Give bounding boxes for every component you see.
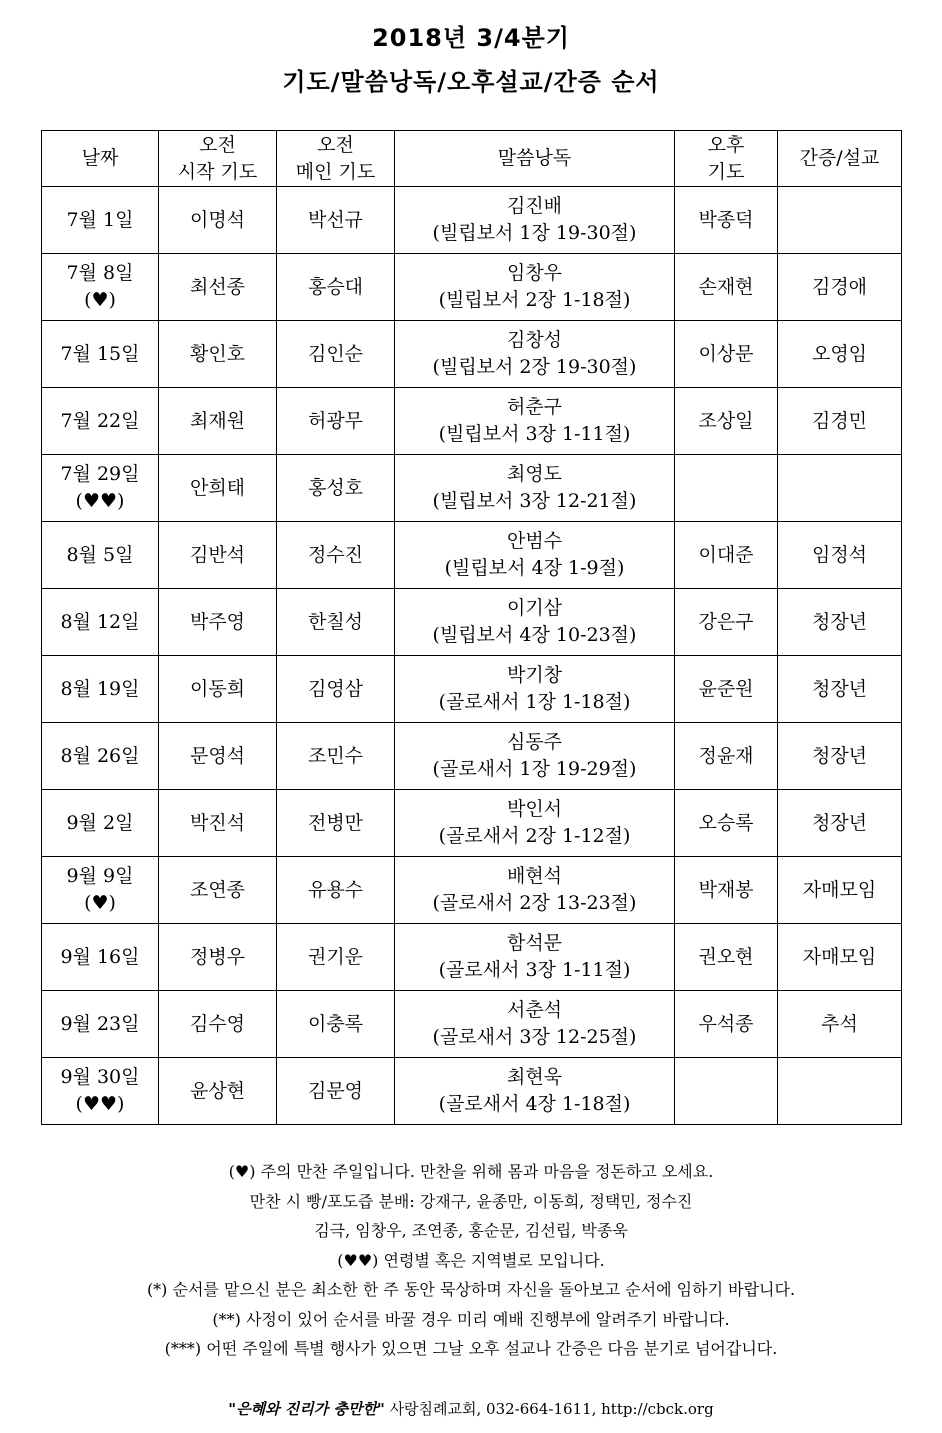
document-title: 2018년 3/4분기: [372, 24, 570, 52]
header-am-main-prayer: [277, 131, 395, 187]
cell-testimony: 청장년: [778, 790, 902, 857]
cell-pm-prayer: 조상일: [675, 388, 778, 455]
header-reading: 말씀낭독: [395, 131, 675, 187]
header-am-open-line2: 시작 기도: [177, 160, 258, 183]
cell-date: [42, 254, 159, 321]
reading-passage: (골로새서 2장 1-12절): [438, 825, 631, 847]
reader-name: 김진배: [506, 195, 563, 217]
cell-am-open-prayer: 박진석: [159, 790, 277, 857]
reading-passage: (빌립보서 2장 1-18절): [438, 289, 631, 311]
date-line: 8월 12일: [60, 610, 140, 633]
date-line: 9월 16일: [60, 945, 140, 968]
table-row: [42, 723, 902, 790]
reader-name: 서춘석: [506, 999, 563, 1021]
reading-passage: (빌립보서 3장 12-21절): [432, 490, 637, 512]
cell-am-open-prayer: 조연종: [159, 857, 277, 924]
table-row: [42, 522, 902, 589]
cell-date: [42, 321, 159, 388]
date-line: (♥♥): [75, 1093, 125, 1115]
cell-am-main-prayer: 이충록: [277, 991, 395, 1058]
cell-am-open-prayer: 박주영: [159, 589, 277, 656]
header-am-main-line2: 메인 기도: [295, 160, 376, 183]
cell-reading: [395, 723, 675, 790]
cell-reading: [395, 522, 675, 589]
cell-am-main-prayer: 홍승대: [277, 254, 395, 321]
reader-name: 안범수: [506, 530, 563, 552]
cell-pm-prayer: 우석종: [675, 991, 778, 1058]
table-row: [42, 321, 902, 388]
cell-date: [42, 723, 159, 790]
cell-reading: [395, 254, 675, 321]
reading-passage: (빌립보서 4장 1-9절): [444, 557, 625, 579]
cell-am-main-prayer: 김문영: [277, 1058, 395, 1125]
cell-testimony: 자매모임: [778, 857, 902, 924]
date-line: 7월 22일: [60, 409, 140, 432]
table-row: [42, 656, 902, 723]
date-line: 9월 30일: [60, 1066, 140, 1088]
cell-reading: [395, 187, 675, 254]
cell-am-main-prayer: 허광무: [277, 388, 395, 455]
cell-testimony: [778, 187, 902, 254]
date-line: 8월 19일: [60, 677, 140, 700]
reading-passage: (빌립보서 3장 1-11절): [438, 423, 631, 445]
reader-name: 함석문: [506, 932, 563, 954]
cell-pm-prayer: [675, 455, 778, 522]
cell-date: [42, 924, 159, 991]
reader-name: 심동주: [506, 731, 563, 753]
cell-testimony: 추석: [778, 991, 902, 1058]
schedule-table: [41, 130, 902, 1125]
cell-pm-prayer: 강은구: [675, 589, 778, 656]
date-line: 7월 29일: [60, 463, 140, 485]
cell-reading: [395, 321, 675, 388]
cell-am-main-prayer: 홍성호: [277, 455, 395, 522]
reading-passage: (골로새서 1장 19-29절): [432, 758, 637, 780]
date-line: 7월 15일: [60, 342, 140, 365]
reader-name: 최영도: [506, 463, 563, 485]
reading-passage: (골로새서 3장 1-11절): [438, 959, 631, 981]
cell-am-open-prayer: 최선종: [159, 254, 277, 321]
cell-date: [42, 1058, 159, 1125]
cell-reading: [395, 656, 675, 723]
reading-passage: (빌립보서 2장 19-30절): [432, 356, 637, 378]
cell-pm-prayer: 손재현: [675, 254, 778, 321]
note-star1: (*) 순서를 맡으신 분은 최소한 한 주 동안 묵상하며 자신을 돌아보고 순서에 임하기 바랍니다.: [146, 1280, 796, 1299]
date-line: 8월 5일: [66, 543, 134, 566]
cell-pm-prayer: 이상문: [675, 321, 778, 388]
cell-am-main-prayer: 김영삼: [277, 656, 395, 723]
cell-am-main-prayer: 전병만: [277, 790, 395, 857]
cell-testimony: [778, 1058, 902, 1125]
header-row: [42, 131, 902, 187]
cell-date: [42, 522, 159, 589]
reader-name: 이기삼: [506, 597, 563, 619]
cell-date: [42, 187, 159, 254]
cell-am-open-prayer: 김수영: [159, 991, 277, 1058]
table-row: [42, 857, 902, 924]
cell-am-main-prayer: 권기운: [277, 924, 395, 991]
header-am-open-prayer: [159, 131, 277, 187]
date-line: 7월 1일: [66, 208, 134, 231]
cell-reading: [395, 589, 675, 656]
cell-am-open-prayer: 이명석: [159, 187, 277, 254]
cell-reading: [395, 857, 675, 924]
cell-am-open-prayer: 최재원: [159, 388, 277, 455]
cell-am-main-prayer: 유용수: [277, 857, 395, 924]
date-line: (♥♥): [75, 490, 125, 512]
cell-pm-prayer: 윤준원: [675, 656, 778, 723]
cell-am-open-prayer: 안희태: [159, 455, 277, 522]
cell-pm-prayer: [675, 1058, 778, 1125]
cell-pm-prayer: 박재봉: [675, 857, 778, 924]
header-pm-line2: 기도: [707, 160, 745, 183]
schedule-body: [42, 187, 902, 1125]
reader-name: 박기창: [506, 664, 563, 686]
header-pm-prayer: [675, 131, 778, 187]
cell-am-main-prayer: 김인순: [277, 321, 395, 388]
cell-pm-prayer: 정윤재: [675, 723, 778, 790]
cell-am-main-prayer: 박선규: [277, 187, 395, 254]
date-line: (♥): [84, 289, 116, 311]
cell-am-main-prayer: 정수진: [277, 522, 395, 589]
date-line: 8월 26일: [60, 744, 140, 767]
date-line: (♥): [84, 892, 116, 914]
cell-date: [42, 656, 159, 723]
cell-testimony: [778, 455, 902, 522]
cell-testimony: 청장년: [778, 723, 902, 790]
table-row: [42, 187, 902, 254]
cell-pm-prayer: 이대준: [675, 522, 778, 589]
table-row: [42, 790, 902, 857]
cell-date: [42, 857, 159, 924]
cell-reading: [395, 455, 675, 522]
date-line: 7월 8일: [66, 262, 134, 284]
header-testimony: 간증/설교: [778, 131, 902, 187]
reader-name: 임창우: [506, 262, 563, 284]
church-info: 사랑침례교회, 032-664-1611, http://cbck.org: [384, 1400, 714, 1418]
cell-testimony: 임정석: [778, 522, 902, 589]
cell-reading: [395, 991, 675, 1058]
reading-passage: (빌립보서 1장 19-30절): [432, 222, 637, 244]
document-subtitle: 기도/말씀낭독/오후설교/간증 순서: [282, 68, 660, 96]
table-row: [42, 924, 902, 991]
reading-passage: (골로새서 1장 1-18절): [438, 691, 631, 713]
cell-testimony: 청장년: [778, 589, 902, 656]
reading-passage: (골로새서 2장 13-23절): [432, 892, 637, 914]
table-row: [42, 455, 902, 522]
reading-passage: (골로새서 4장 1-18절): [438, 1093, 631, 1115]
note-distribution-cont: 김극, 임창우, 조연종, 홍순문, 김선립, 박종욱: [314, 1221, 628, 1240]
cell-am-open-prayer: 황인호: [159, 321, 277, 388]
cell-am-open-prayer: 문영석: [159, 723, 277, 790]
reader-name: 김창성: [506, 329, 563, 351]
header-date: 날짜: [42, 131, 159, 187]
cell-am-open-prayer: 김반석: [159, 522, 277, 589]
note-group-meeting: (♥♥) 연령별 혹은 지역별로 모입니다.: [337, 1250, 605, 1270]
reader-name: 박인서: [506, 798, 563, 820]
note-distribution: 만찬 시 빵/포도즙 분배: 강재구, 윤종만, 이동희, 정택민, 정수진: [249, 1191, 693, 1211]
header-pm-line1: 오후: [707, 133, 745, 156]
cell-am-open-prayer: 이동희: [159, 656, 277, 723]
reading-passage: (빌립보서 4장 10-23절): [432, 624, 637, 646]
church-slogan: "은혜와 진리가 충만한": [228, 1400, 385, 1418]
cell-date: [42, 589, 159, 656]
date-line: 9월 9일: [66, 865, 134, 887]
reading-passage: (골로새서 3장 12-25절): [432, 1026, 637, 1048]
table-row: [42, 1058, 902, 1125]
cell-testimony: 김경민: [778, 388, 902, 455]
date-line: 9월 2일: [66, 811, 134, 834]
cell-date: [42, 388, 159, 455]
cell-testimony: 오영임: [778, 321, 902, 388]
note-star2: (**) 사정이 있어 순서를 바꿀 경우 미리 예배 진행부에 알려주기 바랍니다.: [212, 1309, 730, 1329]
cell-reading: [395, 388, 675, 455]
notes: [0, 1157, 942, 1364]
note-star3: (***) 어떤 주일에 특별 행사가 있으면 그날 오후 설교나 간증은 다음 분기로 넘어갑니다.: [164, 1339, 778, 1358]
table-row: [42, 388, 902, 455]
cell-reading: [395, 790, 675, 857]
cell-am-main-prayer: 조민수: [277, 723, 395, 790]
cell-date: [42, 455, 159, 522]
cell-am-open-prayer: 정병우: [159, 924, 277, 991]
footer: [0, 1398, 942, 1419]
table-row: [42, 991, 902, 1058]
table-row: [42, 254, 902, 321]
cell-testimony: 김경애: [778, 254, 902, 321]
cell-date: [42, 991, 159, 1058]
cell-reading: [395, 1058, 675, 1125]
cell-am-open-prayer: 윤상현: [159, 1058, 277, 1125]
table-row: [42, 589, 902, 656]
cell-am-main-prayer: 한칠성: [277, 589, 395, 656]
cell-pm-prayer: 권오현: [675, 924, 778, 991]
header-am-main-line1: 오전: [317, 133, 354, 156]
reader-name: 배현석: [506, 865, 563, 887]
reader-name: 최현욱: [506, 1066, 563, 1088]
cell-pm-prayer: 오승록: [675, 790, 778, 857]
header-am-open-line1: 오전: [199, 133, 236, 156]
cell-pm-prayer: 박종덕: [675, 187, 778, 254]
cell-testimony: 청장년: [778, 656, 902, 723]
reader-name: 허춘구: [506, 396, 563, 418]
cell-reading: [395, 924, 675, 991]
date-line: 9월 23일: [60, 1012, 140, 1035]
cell-testimony: 자매모임: [778, 924, 902, 991]
cell-date: [42, 790, 159, 857]
note-lords-supper: (♥) 주의 만찬 주일입니다. 만찬을 위해 몸과 마음을 정돈하고 오세요.: [228, 1162, 714, 1181]
